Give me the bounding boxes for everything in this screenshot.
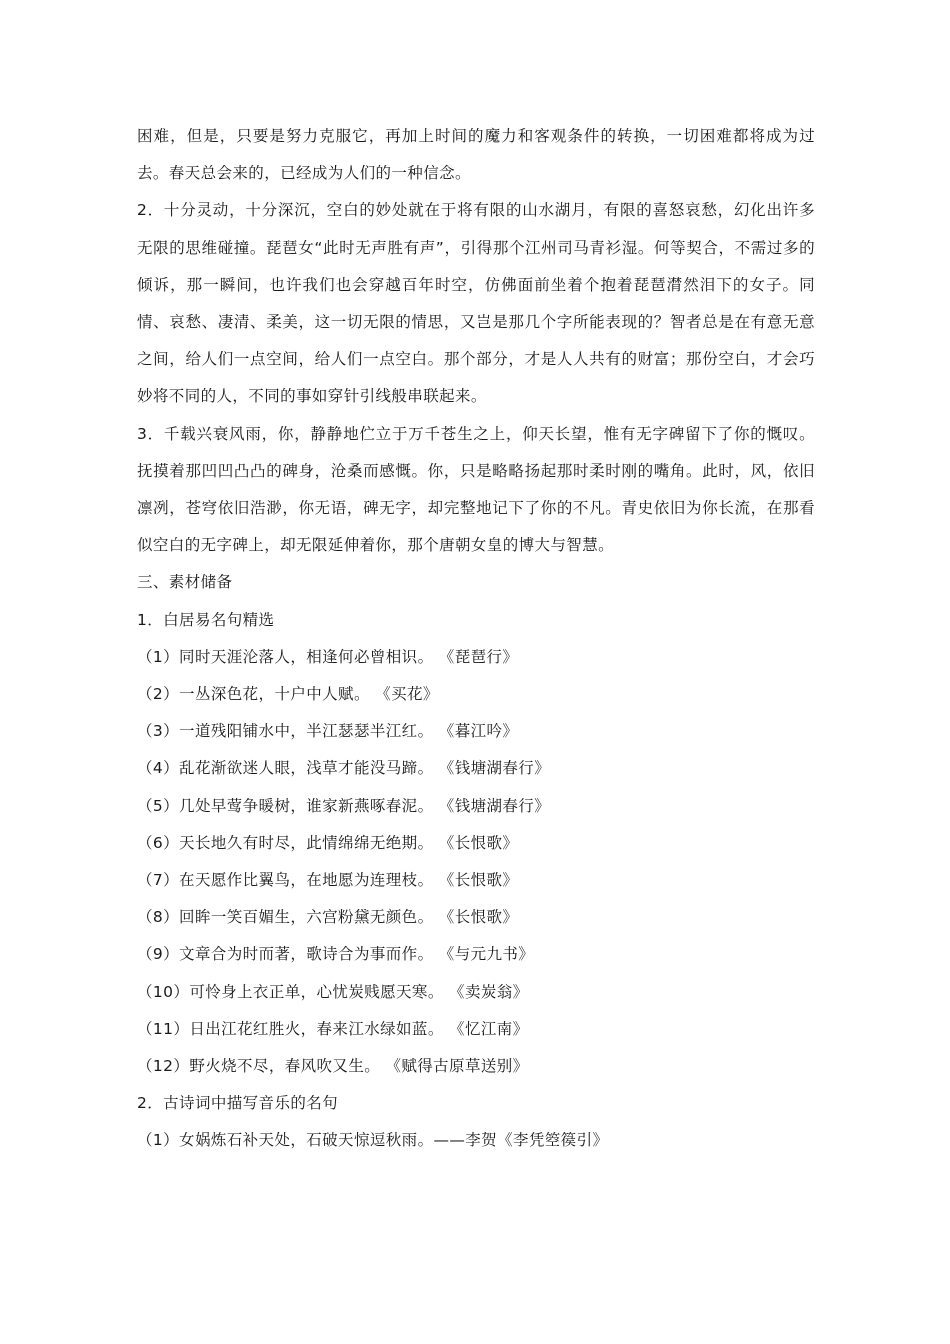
intro-paragraph: 困难，但是，只要是努力克服它，再加上时间的魔力和客观条件的转换，一切困难都将成为过去。春天总会来的，已经成为人们的一种信念。 <box>137 127 815 183</box>
quote-item: （2）一丛深色花，十户中人赋。 《买花》 <box>137 685 439 704</box>
quote-item: （6）天长地久有时尽，此情绵绵无绝期。 《长恨歌》 <box>137 833 519 852</box>
paragraph-3: 3．千载兴衰风雨，你，静静地伫立于万千苍生之上，仰天长望，惟有无字碑留下了你的慨叹。抚摸着那凹凹凸凸的碑身，沧桑而感慨。你，只是略略扬起那时柔时刚的嘴角。此时，风，依旧凛冽，苍穹依旧浩渺，你无语，碑无字，却完整地记下了你的不凡。青史依旧为你长流，在那看似空白的无字碑上，却无限延伸着你，那个唐朝女皇的博大与智慧。 <box>137 424 815 555</box>
quote-item: （1）女娲炼石补天处，石破天惊逗秋雨。——李贺《李凭箜篌引》 <box>137 1131 609 1150</box>
quote-item: （4）乱花渐欲迷人眼，浅草才能没马蹄。 《钱塘湖春行》 <box>137 759 551 778</box>
quote-item: （9）文章合为时而著，歌诗合为事而作。 《与元九书》 <box>137 945 535 964</box>
quote-item: （3）一道残阳铺水中，半江瑟瑟半江红。 《暮江吟》 <box>137 722 519 741</box>
quote-item: （8）回眸一笑百媚生，六宫粉黛无颜色。 《长恨歌》 <box>137 908 519 927</box>
quote-item: （10）可怜身上衣正单，心忧炭贱愿天寒。 《卖炭翁》 <box>137 982 529 1001</box>
paragraph-2: 2．十分灵动，十分深沉，空白的妙处就在于将有限的山水湖月，有限的喜怒哀愁，幻化出许多无限的思维碰撞。琵琶女“此时无声胜有声”，引得那个江州司马青衫湿。何等契合，不需过多的倾诉，那一瞬间，也许我们也会穿越百年时空，仿佛面前坐着个抱着琵琶潸然泪下的女子。同情、哀愁、凄清、柔美，这一切无限的情思，又岂是那几个字所能表现的？智者总是在有意无意之间，给人们一点空间，给人们一点空白。那个部分，才是人人共有的财富；那份空白，才会巧妙将不同的人，不同的事如穿针引线般串联起来。 <box>137 201 815 406</box>
document-page <box>137 118 815 1160</box>
quote-item: （11）日出江花红胜火，春来江水绿如蓝。 《忆江南》 <box>137 1019 529 1038</box>
quote-item: （1）同时天涯沦落人，相逢何必曾相识。 《琵琶行》 <box>137 647 519 666</box>
section-title: 三、素材储备 <box>137 573 233 592</box>
section2-title: 2．古诗词中描写音乐的名句 <box>137 1094 339 1113</box>
section1-title: 1．白居易名句精选 <box>137 610 275 629</box>
quote-item: （7）在天愿作比翼鸟，在地愿为连理枝。 《长恨歌》 <box>137 871 519 890</box>
quote-item: （12）野火烧不尽，春风吹又生。 《赋得古原草送别》 <box>137 1057 529 1076</box>
quote-item: （5）几处早莺争暖树，谁家新燕啄春泥。 《钱塘湖春行》 <box>137 796 551 815</box>
